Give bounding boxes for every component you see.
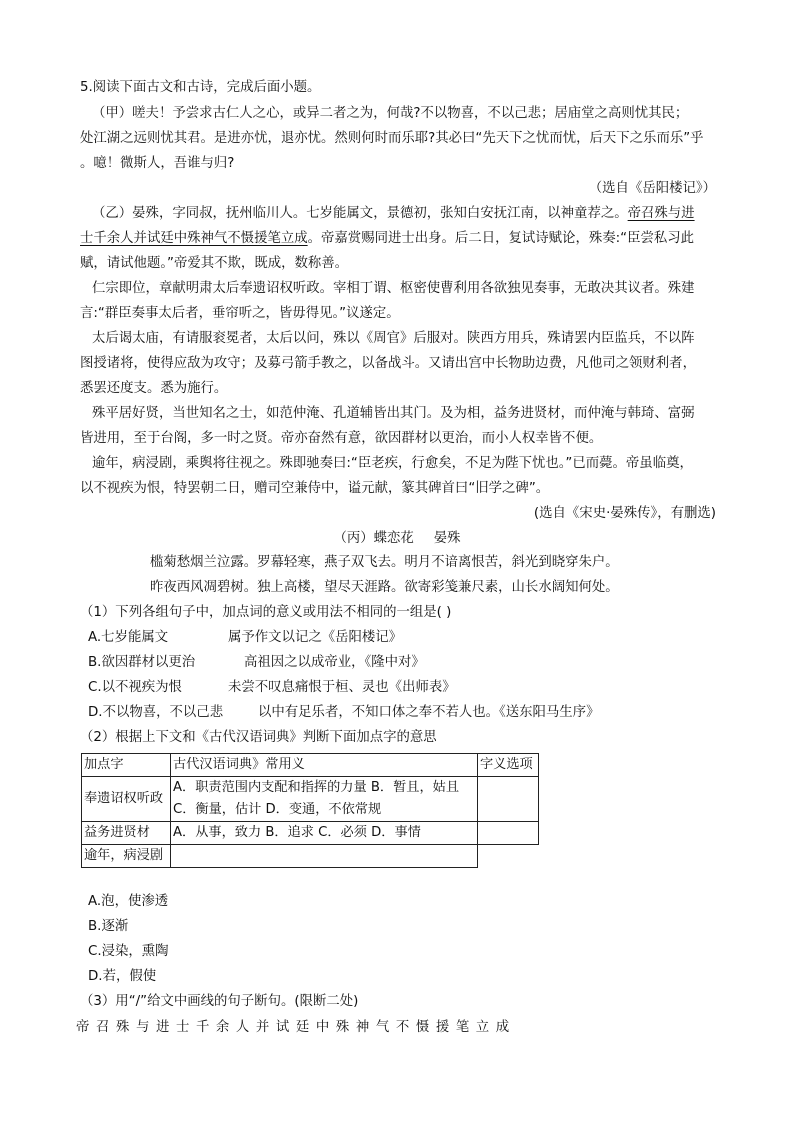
gloss-table [81,753,539,868]
yi-line: 悉罢还度支。悉为施行。 [80,381,228,396]
option-compare: 未尝不叹息痛恨于桓、灵也《出师表》 [228,680,456,695]
jia-line: （甲）嗟夫！予尝求古仁人之心，或异二者之为，何哉?不以物喜，不以己悲；居庙堂之高则忧其民； [92,106,689,121]
jia-source: （选自《岳阳楼记》） [588,181,716,196]
yi-line: 太后谒太庙，有请服衮冕者，太后以问，殊以《周官》后服对。陕西方用兵，殊请罢内臣监兵，不以阵 [92,331,695,346]
option-compare: 以中有足乐者，不知口体之奉不若人也。《送东阳马生序》 [258,705,600,720]
underlined-sentence: 士千余人并试廷中殊神气不慑援笔立成 [80,231,308,246]
option-compare: 属予作文以记之《岳阳楼记》 [228,630,403,645]
yi-line: 图授诸将，使得应敌为攻守；及募弓箭手教之，以备战斗。又请出宫中长物助边费，凡他司之领财利者， [80,356,696,371]
q1-option-a [88,628,402,648]
poem-author: 晏殊 [433,531,461,546]
word-cell: 益务进贤材 [82,822,171,845]
yi-line: 以不视疾为恨，特罢朝二日，赠司空兼侍中，谥元献，篆其碑首曰“旧学之碑”。 [80,481,550,496]
option-sentence: D.不以物喜，不以己悲 [88,705,224,720]
yi-source: (选自《宋史·晏殊传》，有删选) [533,506,716,521]
table-row [82,822,539,845]
table-header-row [82,754,539,777]
definition-cell [171,845,478,868]
definition-cell: A．从事，致力 B．追求 C．必须 D．事情 [171,822,478,845]
q1-option-b [88,653,425,673]
q1-option-c [88,678,456,698]
word-cell: 奉遗诏权听政 [82,777,171,822]
underlined-sentence: 帝召殊与进 [627,206,695,221]
q2-stem: （2）根据上下文和《古代汉语词典》判断下面加点字的意思 [80,730,437,745]
option-sentence: A.七岁能属文 [88,630,169,645]
question-title: 5.阅读下面古文和古诗，完成后面小题。 [80,80,321,95]
header-cell: 加点字 [82,754,171,777]
table-row [82,777,539,822]
definition-line: C．衡量，估计 D．变通，不依常规 [173,802,382,817]
yi-line: 逾年，病浸剧，乘舆将往视之。殊即驰奏曰:“臣老疾，行愈矣，不足为陛下忧也。”已而薨。帝虽临奠， [92,456,693,471]
poem-line: 槛菊愁烟兰泣露。罗幕轻寒，燕子双飞去。明月不谙离恨苦，斜光到晓穿朱户。 [150,555,619,570]
option-compare: 高祖因之以成帝业，《隆中对》 [244,655,425,670]
yi-line: 言:“群臣奏事太后者，垂帘听之，皆毋得见。”议遂定。 [80,306,400,321]
q2-option: D.若，假使 [88,969,157,984]
yi-line: 皆进用，至于台阁，多一时之贤。帝亦奋然有意，欲因群材以更治，而小人权幸皆不便。 [80,431,603,446]
yi-line: 殊平居好贤，当世知名之士，如范仲淹、孔道辅皆出其门。及为相，益务进贤材，而仲淹与韩琦、富弼 [92,406,695,421]
header-cell: 古代汉语词典》常用义 [171,754,478,777]
yi-line [80,229,694,249]
definition-line: A．职责范围内支配和指挥的力量 B．暂且，姑且 [173,780,460,795]
answer-cell[interactable] [478,777,539,822]
q2-option: C.浸染，熏陶 [88,944,169,959]
jia-line: 。噫！微斯人，吾谁与归? [80,156,235,171]
header-cell: 字义选项 [478,754,539,777]
yi-line [92,204,695,224]
table-row [82,845,539,868]
yi-text: 。帝嘉赏赐同进士出身。后二日，复试诗赋论，殊奏:“臣尝私习此 [307,231,695,246]
word-cell: 逾年，病浸剧 [82,845,171,868]
q2-option: B.逐渐 [88,919,129,934]
definition-cell [171,777,478,822]
q3-stem: （3）用“/”给文中画线的句子断句。(限断二处) [80,994,359,1009]
q2-option: A.泡，使渗透 [88,894,169,909]
q3-sentence: 帝召殊与进士千余人并试廷中殊神气不慑援笔立成 [76,1020,516,1035]
poem-name: （丙）蝶恋花 [333,531,414,546]
option-sentence: B.欲因群材以更治 [88,655,196,670]
yi-text: （乙）晏殊，字同叔，抚州临川人。七岁能属文，景德初，张知白安抚江南，以神童荐之。 [92,206,628,221]
answer-cell[interactable] [478,822,539,845]
jia-line: 处江湖之远则忧其君。是进亦忧，退亦忧。然则何时而乐耶?其必曰“先天下之忧而忧，后天下之乐而乐”乎 [80,131,704,146]
yi-line: 仁宗即位，章献明肃太后奉遗诏权听政。宰相丁谓、枢密使曹利用各欲独见奏事，无敢决其议者。殊建 [92,281,695,296]
yi-line: 赋，请试他题。”帝爱其不欺，既成，数称善。 [80,256,349,271]
q1-stem: （1）下列各组句子中，加点词的意义或用法不相同的一组是( ) [80,605,452,620]
option-sentence: C.以不视疾为恨 [88,680,182,695]
poem-title [0,529,794,549]
poem-line: 昨夜西风凋碧树。独上高楼，望尽天涯路。欲寄彩笺兼尺素，山长水阔知何处。 [150,580,619,595]
q1-option-d [88,703,599,723]
